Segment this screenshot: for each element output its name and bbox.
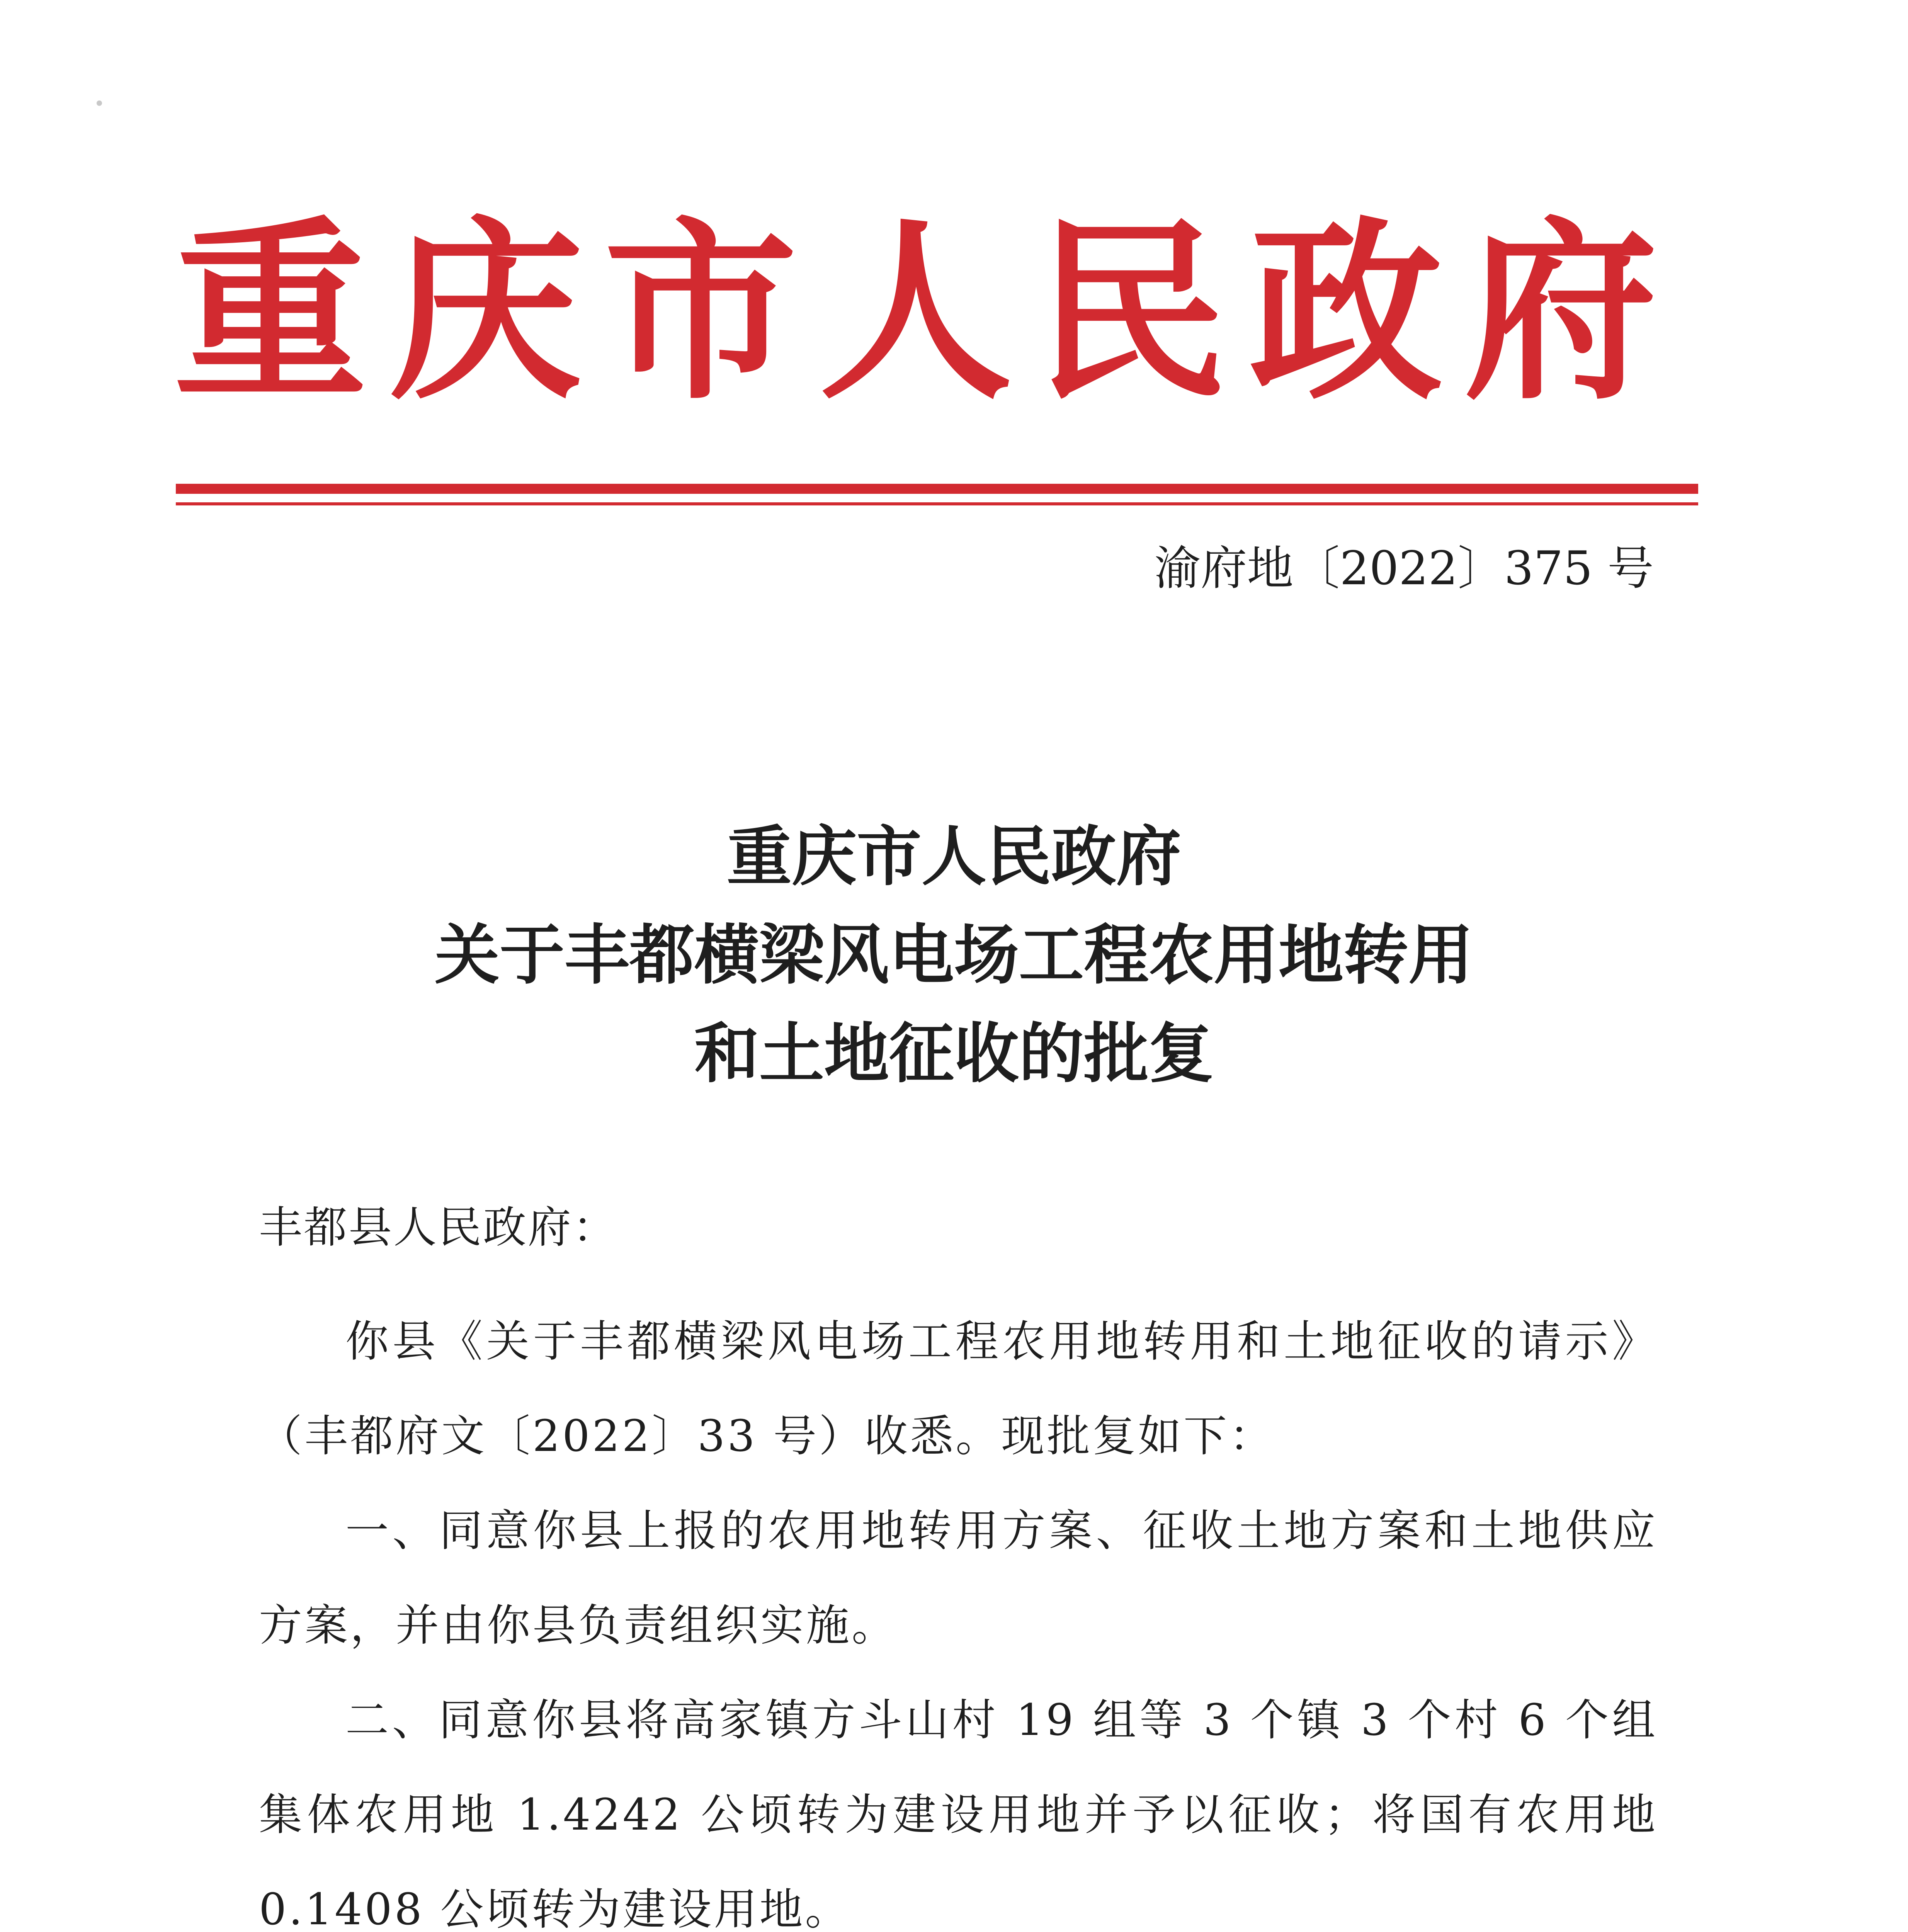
scan-speck bbox=[97, 100, 102, 106]
masthead-char: 庆 bbox=[389, 201, 582, 425]
masthead-char: 重 bbox=[174, 201, 367, 425]
document-number: 渝府地〔2022〕375 号 bbox=[1154, 542, 1654, 595]
title-line-3: 和土地征收的批复 bbox=[694, 1016, 1214, 1092]
body-paragraph-intro: 你县《关于丰都横梁风电场工程农用地转用和土地征收的请示》（丰都府文〔2022〕33 号）收悉。现批复如下： bbox=[259, 1316, 1658, 1461]
masthead-char: 民 bbox=[1034, 201, 1228, 425]
masthead-char: 府 bbox=[1464, 201, 1658, 425]
body-paragraph-item-1: 一、同意你县上报的农用地转用方案、征收土地方案和土地供应方案，并由你县负责组织实施。 bbox=[259, 1506, 1658, 1651]
document-body bbox=[259, 1294, 1658, 1932]
body-paragraph-item-2: 二、同意你县将高家镇方斗山村 19 组等 3 个镇 3 个村 6 个组集体农用地 1.4242 公顷转为建设用地并予以征收；将国有农用地 0.1408 公顷转为建设用地。 bbox=[259, 1695, 1658, 1932]
masthead-title bbox=[174, 201, 1658, 425]
header-rule-thick bbox=[176, 484, 1698, 494]
header-rule-thin bbox=[176, 502, 1698, 505]
masthead-char: 人 bbox=[819, 201, 1012, 425]
document-title bbox=[0, 808, 1908, 1103]
masthead-char: 政 bbox=[1249, 201, 1443, 425]
title-line-2: 关于丰都横梁风电场工程农用地转用 bbox=[435, 917, 1473, 993]
masthead-char: 市 bbox=[604, 201, 798, 425]
salutation: 丰都县人民政府： bbox=[259, 1202, 617, 1253]
title-line-1: 重庆市人民政府 bbox=[727, 819, 1181, 895]
